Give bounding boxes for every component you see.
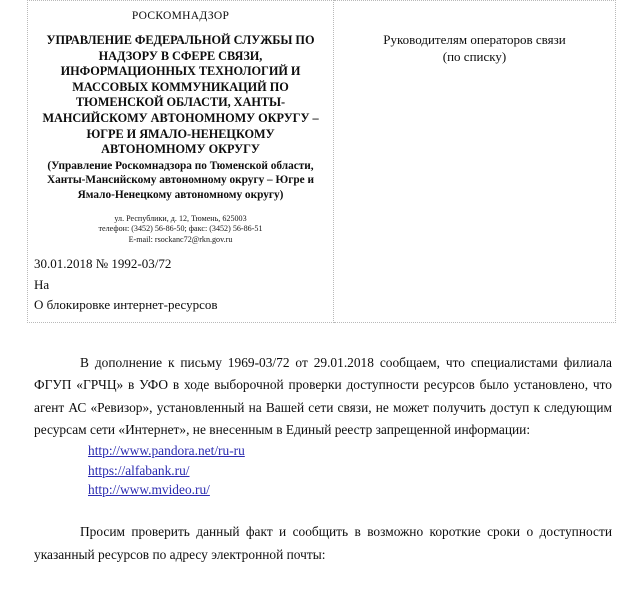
registration-block: [28, 245, 333, 322]
addressee-line-1: Руководителям операторов связи: [383, 32, 566, 47]
blocked-resource-list: [34, 441, 612, 499]
reply-reference-label: На: [34, 276, 50, 292]
letterhead-row: [28, 1, 616, 323]
phone-fax-line: телефон: (3452) 56-86-50; факс: (3452) 56-86-51: [98, 224, 263, 234]
resource-link[interactable]: http://www.mvideo.ru/: [88, 482, 210, 497]
letterhead-right-cell: [334, 1, 616, 323]
organization-parenthetical-name: (Управление Роскомнадзора по Тюменской области, Ханты-Мансийскому автономному округу – Югре и Ямало-Ненецкому автономному округу): [46, 159, 315, 201]
body-paragraph-1: В дополнение к письму 1969-03/72 от 29.01.2018 сообщаем, что специалистами филиала ФГУП «ГРЧЦ» в УФО в ходе выборочной проверки доступности ресурсов было установлено, что агент АС «Ревизор», установленный на Вашей сети связи, не может получить доступ к следующим ресурсам сети «Интернет», не внесенным в Единый реестр запрещенной информации:: [34, 355, 612, 437]
resource-link[interactable]: http://www.pandora.net/ru-ru: [88, 443, 245, 459]
list-item: [88, 441, 612, 460]
letterhead-table: [27, 0, 616, 323]
email-line: E-mail: rsockanc72@rkn.gov.ru: [128, 234, 233, 244]
letterhead-left-cell: [28, 1, 334, 323]
list-item: [88, 461, 612, 480]
organization-contact-block: [28, 202, 333, 245]
organization-full-name: УПРАВЛЕНИЕ ФЕДЕРАЛЬНОЙ СЛУЖБЫ ПО НАДЗОРУ В СФЕРЕ СВЯЗИ, ИНФОРМАЦИОННЫХ ТЕХНОЛОГИЙ И МАССОВЫХ КОММУНИКАЦИЙ ПО ТЮМЕНСКОЙ ОБЛАСТИ, ХАНТЫ-МАНСИЙСКОМУ АВТОНОМНОМУ ОКРУГУ – ЮГРЕ И ЯМАЛО-НЕНЕЦКОМУ АВТОНОМНОМУ ОКРУГУ: [42, 33, 319, 157]
addressee-line-2: (по списку): [442, 49, 507, 64]
organization-short-name: РОСКОМНАДЗОР: [131, 10, 230, 22]
registration-date-number: 30.01.2018 № 1992-03/72: [34, 256, 172, 272]
list-item: [88, 480, 612, 499]
document-subject: О блокировке интернет-ресурсов: [34, 297, 218, 313]
resource-link[interactable]: https://alfabank.ru/: [88, 462, 190, 478]
document-body: [34, 352, 612, 566]
addressee-block: [334, 1, 615, 65]
body-paragraph-2: Просим проверить данный факт и сообщить в возможно короткие сроки о доступности указанный ресурсов по адресу электронной почты:: [34, 524, 612, 562]
postal-address-line: ул. Республики, д. 12, Тюмень, 625003: [114, 213, 247, 223]
